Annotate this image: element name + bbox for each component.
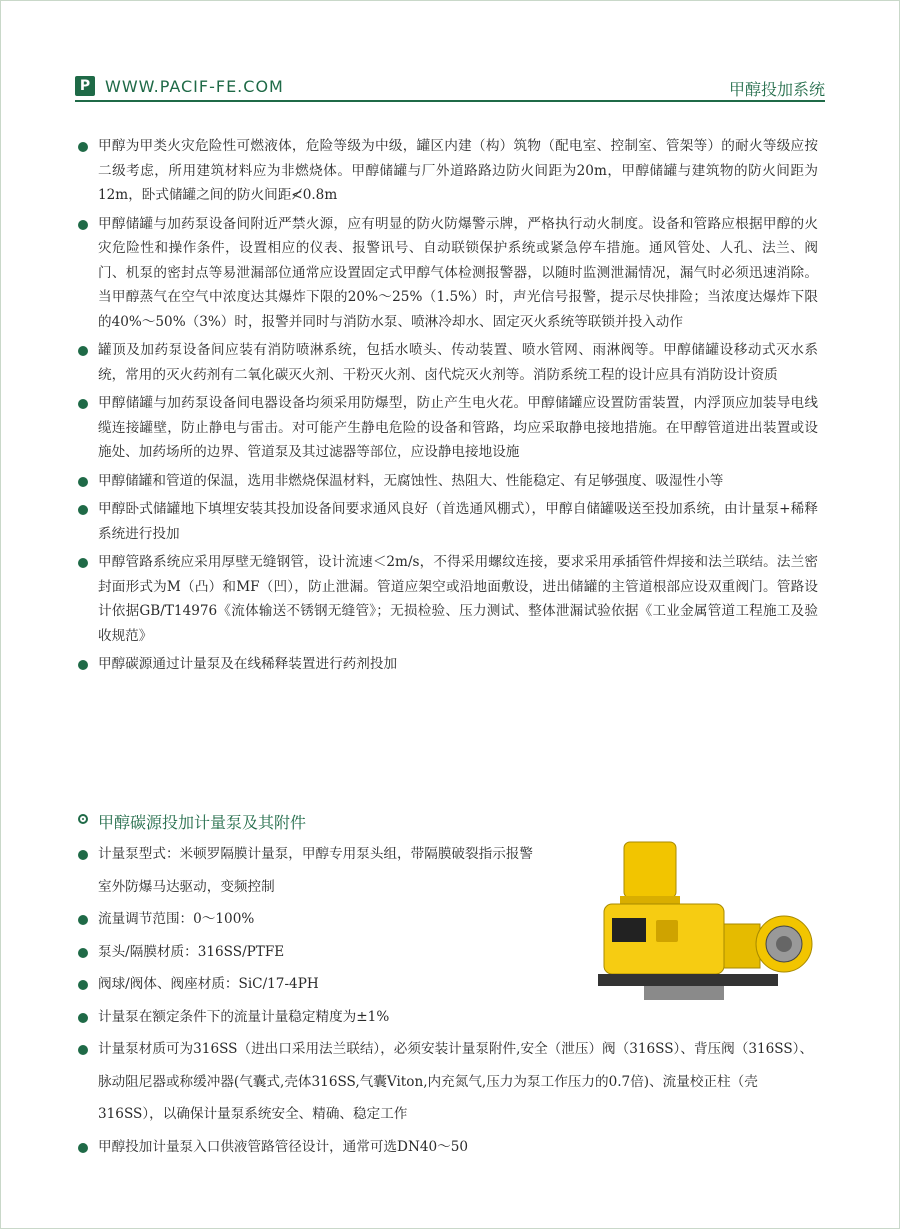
bullet-icon: [78, 142, 88, 152]
list-item-text: 甲醇管路系统应采用厚壁无缝钢管，设计流速＜2m/s，不得采用螺纹连接，要求采用承插管件焊接和法兰联结。法兰密封面形式为M（凸）和MF（凹），防止泄漏。管道应架空或沿地面敷设，进出储罐的主管道根部应设双重阀门。管路设计依据GB/T14976《流体输送不锈钢无缝管》；无损检验、压力测试、整体泄漏试验依据《工业金属管道工程施工及验收规范》: [98, 554, 818, 644]
list-item-text: 计量泵型式：米顿罗隔膜计量泵，甲醇专用泵头组，带隔膜破裂指示报警: [98, 846, 533, 862]
page-header: [75, 74, 825, 100]
list-item-text: 计量泵在额定条件下的流量计量稳定精度为±1%: [98, 1008, 390, 1025]
bullet-icon: [78, 346, 88, 356]
list-item-text: 甲醇储罐与加药泵设备间附近严禁火源，应有明显的防火防爆警示牌，严格执行动火制度。设备和管路应根据甲醇的火灾危险性和操作条件，设置相应的仪表、报警讯号、自动联锁保护系统或紧急停车措施。通风管处、人孔、法兰、阀门、机泵的密封点等易泄漏部位通常应设置固定式甲醇气体检测报警器，以随时监测泄漏情况，漏气时必须迅速消除。当甲醇蒸气在空气中浓度达其爆炸下限的20%～25%（1.5%）时，声光信号报警，提示尽快排险；当浓度达爆炸下限的40%～50%（3%）时，报警并同时与消防水泵、喷淋冷却水、固定灭火系统等联锁并投入动作: [98, 215, 818, 330]
list-item-text: 流量调节范围：0～100%: [98, 911, 255, 927]
list-item: [78, 338, 818, 387]
bullet-icon: [78, 399, 88, 409]
bullet-icon: [78, 1013, 88, 1023]
bullet-icon: [78, 915, 88, 925]
pump-foot: [644, 986, 724, 1000]
list-item: [78, 903, 638, 936]
pump-base: [598, 974, 778, 986]
bullet-icon: [78, 558, 88, 568]
list-item: [78, 391, 818, 465]
pump-illustration: [584, 838, 824, 1008]
company-logo-icon: P: [75, 76, 95, 96]
site-url[interactable]: WWW.PACIF-FE.COM: [105, 77, 284, 96]
bullet-icon: [78, 220, 88, 230]
list-item: [78, 1033, 818, 1131]
list-item-text: 室外防爆马达驱动，变频控制: [98, 878, 275, 895]
list-item-text: 计量泵材质可为316SS（进出口采用法兰联结），必须安装计量泵附件,安全（泄压）阀（316SS）、背压阀（316SS）、脉动阻尼器或称缓冲器(气囊式,壳体316SS,气囊Viton,内充氮气,压力为泵工作压力的0.7倍)、流量校正柱（壳 316SS），以确保计量泵系统安全、精确、稳定工作: [98, 1041, 814, 1122]
list-item: [78, 936, 638, 969]
list-item-text: 甲醇储罐与加药泵设备间电器设备均须采用防爆型，防止产生电火花。甲醇储罐应设置防雷装置，内浮顶应加装导电线缆连接罐壁，防止静电与雷击。对可能产生静电危险的设备和管路，均应采取静电接地措施。在甲醇管道进出装置或设施处、加药场所的边界、管道泵及其过滤器等部位，应设静电接地设施: [98, 395, 818, 460]
pump-coupling: [724, 924, 760, 968]
list-item: [78, 550, 818, 648]
bullet-icon: [78, 1045, 88, 1055]
requirements-list: [78, 134, 818, 677]
list-item: [78, 469, 818, 494]
list-item: [78, 1001, 638, 1034]
list-item-text: 甲醇为甲类火灾危险性可燃液体，危险等级为中级，罐区内建（构）筑物（配电室、控制室、管架等）的耐火等级应按二级考虑，所用建筑材料应为非燃烧体。甲醇储罐与厂外道路路边防火间距为20m，甲醇储罐与建筑物的防火间距为12m，卧式储罐之间的防火间距≮0.8m: [98, 138, 818, 203]
list-item-text: 泵头/隔膜材质：316SS/PTFE: [98, 943, 285, 960]
list-item: [78, 497, 818, 546]
section-ring-icon: [78, 814, 88, 824]
bullet-icon: [78, 477, 88, 487]
section-heading: [78, 810, 306, 833]
list-item-text: 甲醇储罐和管道的保温，选用非燃烧保温材料，无腐蚀性、热阻大、性能稳定、有足够强度、吸湿性小等: [98, 472, 724, 489]
valve-center: [776, 936, 792, 952]
safety-requirements: [78, 134, 818, 681]
list-item-text: 罐顶及加药泵设备间应装有消防喷淋系统，包括水喷头、传动装置、喷水管网、雨淋阀等。甲醇储罐设移动式灭水系统，常用的灭火药剂有二氧化碳灭火剂、干粉灭火剂、卤代烷灭火剂等。消防系统工程的设计应具有消防设计资质: [98, 342, 818, 383]
pump-motor: [624, 842, 676, 898]
metering-pump-image: [584, 838, 824, 1008]
page-title: 甲醇投加系统: [728, 80, 825, 99]
bullet-icon: [78, 980, 88, 990]
list-item-text: 甲醇投加计量泵入口供液管路管径设计，通常可选DN40～50: [98, 1138, 469, 1155]
list-item: [78, 871, 638, 904]
list-item: [78, 838, 638, 871]
pump-label-plate: [612, 918, 646, 942]
bullet-icon: [78, 948, 88, 958]
list-item: [78, 652, 818, 677]
list-item: [78, 134, 818, 208]
list-item-text: 阀球/阀体、阀座材质：SiC/17-4PH: [98, 976, 319, 992]
bullet-icon: [78, 660, 88, 670]
section-title-text: 甲醇碳源投加计量泵及其附件: [98, 813, 307, 832]
vent-panel: [656, 920, 678, 942]
bullet-icon: [78, 1143, 88, 1153]
list-item: [78, 968, 638, 1001]
motor-flange: [620, 896, 680, 904]
bullet-icon: [78, 850, 88, 860]
list-item-text: 甲醇卧式储罐地下填埋安装其投加设备间要求通风良好（首选通风棚式），甲醇自储罐吸送至投加系统，由计量泵+稀释系统进行投加: [98, 501, 818, 542]
list-item: [78, 212, 818, 335]
list-item: [78, 1131, 818, 1164]
header-divider: [75, 100, 825, 102]
bullet-icon: [78, 505, 88, 515]
list-item-text: 甲醇碳源通过计量泵及在线稀释装置进行药剂投加: [98, 656, 398, 672]
